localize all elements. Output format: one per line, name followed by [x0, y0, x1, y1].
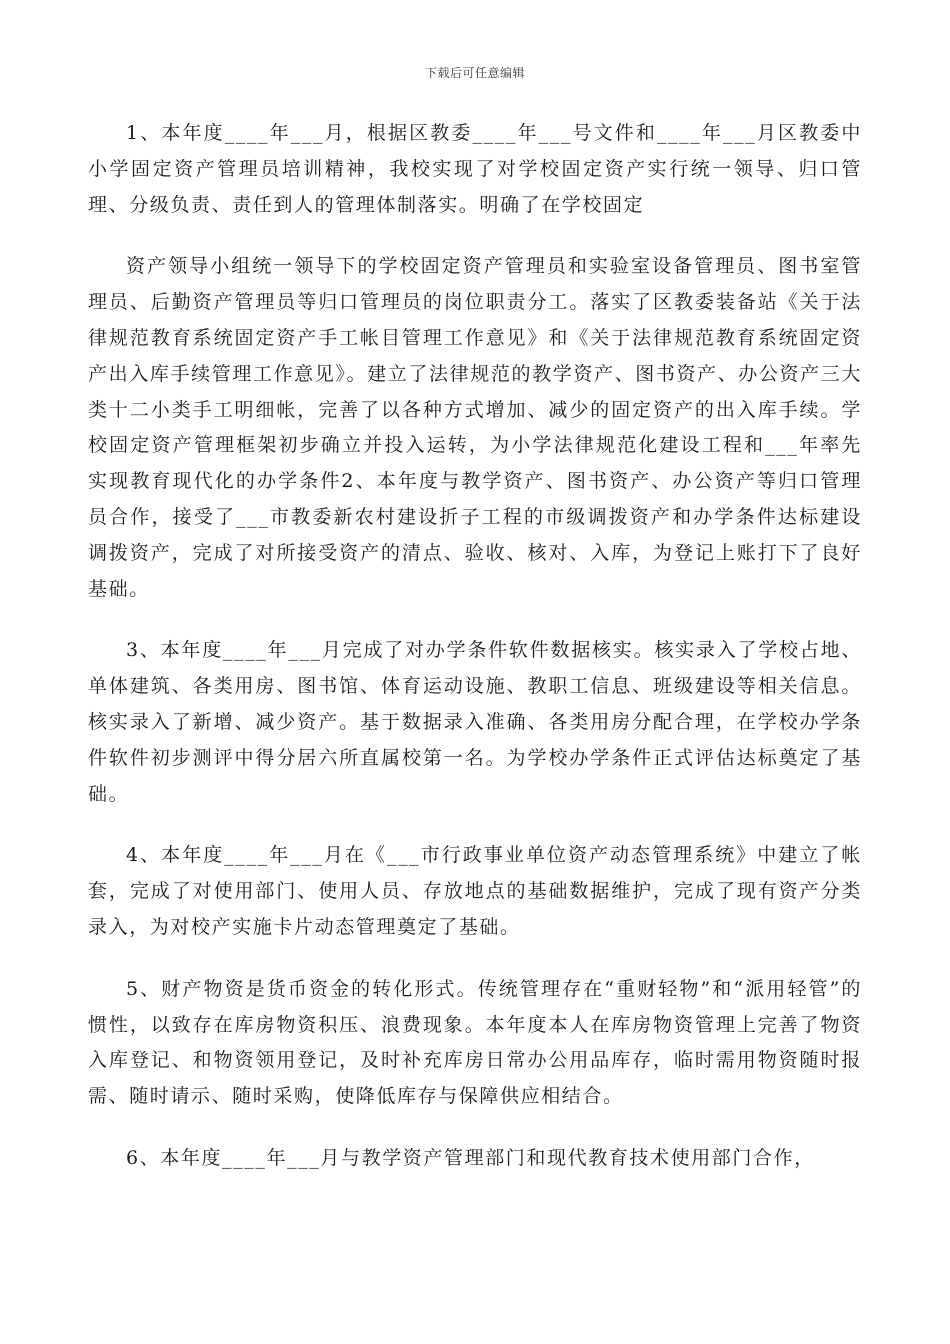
paragraph-3: 3、本年度____年___月完成了对办学条件软件数据核实。核实录入了学校占地、单体建筑、各类用房、图书馆、体育运动设施、教职工信息、班级建设等相关信息。核实录入了新增、减少资产。基于数据录入准确、各类用房分配合理，在学校办学条件软件初步测评中得分居六所直属校第一名。为学校办学条件正式评估达标奠定了基础。 — [88, 639, 862, 805]
paragraph-5: 5、财产物资是货币资金的转化形式。传统管理存在“重财轻物”和“派用轻管”的惯性，以致存在库房物资积压、浪费现象。本年度本人在库房物资管理上完善了物资入库登记、和物资领用登记，及时补充库房日常办公用品库存，临时需用物资随时报需、随时请示、随时采购，使降低库存与保障供应相结合。 — [88, 977, 862, 1108]
page-header: 下载后可任意编辑 — [424, 66, 525, 80]
paragraph-6: 6、本年度____年___月与教学资产管理部门和现代教育技术使用部门合作， — [126, 1146, 815, 1169]
paragraph-1: 1、本年度____年___月，根据区教委____年___号文件和____年___月区教委中小学固定资产管理员培训精神，我校实现了对学校固定资产实行统一领导、归口管理、分级负责、责任到人的管理体制落实。明确了在学校固定 — [88, 122, 862, 216]
paragraph-2: 资产领导小组统一领导下的学校固定资产管理员和实验室设备管理员、图书室管理员、后勤资产管理员等归口管理员的岗位职责分工。落实了区教委装备站《关于法律规范教育系统固定资产手工帐目管理工作意见》和《关于法律规范教育系统固定资产出入库手续管理工作意见》。建立了法律规范的教学资产、图书资产、办公资产三大类十二小类手工明细帐，完善了以各种方式增加、减少的固定资产的出入库手续。学校固定资产管理框架初步确立并投入运转，为小学法律规范化建设工程和___年率先实现教育现代化的办学条件2、本年度与教学资产、图书资产、办公资产等归口管理员合作，接受了___市教委新农村建设折子工程的市级调拨资产和办学条件达标建设调拨资产，完成了对所接受资产的清点、验收、核对、入库，为登记上账打下了良好基础。 — [88, 255, 862, 600]
document-body — [88, 116, 862, 1203]
paragraph-4: 4、本年度____年___月在《___市行政事业单位资产动态管理系统》中建立了帐套，完成了对使用部门、使用人员、存放地点的基础数据维护，完成了现有资产分类录入，为对校产实施卡片动态管理奠定了基础。 — [88, 844, 862, 938]
